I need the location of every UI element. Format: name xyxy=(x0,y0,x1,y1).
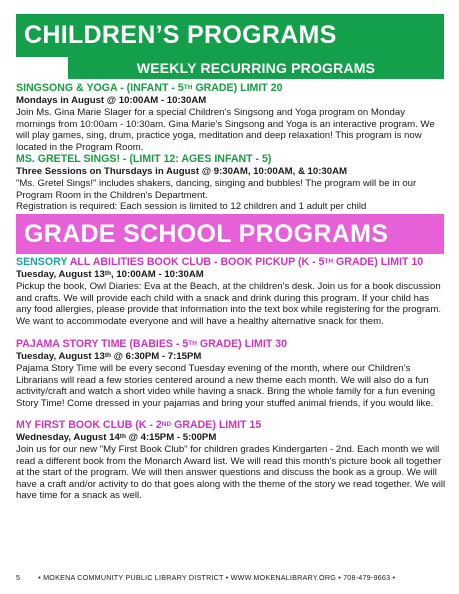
program-schedule: Tuesday, August 13th @ 6:30PM - 7:15PM xyxy=(16,351,202,362)
program-schedule: Mondays in August @ 10:00AM - 10:30AM xyxy=(16,95,207,106)
program-pajama-story-time xyxy=(16,338,446,409)
childrens-programs-banner: CHILDREN’S PROGRAMS xyxy=(16,14,444,57)
program-schedule: Three Sessions on Thursdays in August @ 9:30AM, 10:00AM, & 10:30AM xyxy=(16,166,348,177)
program-my-first-book-club xyxy=(16,419,446,502)
program-description: Join Ms. Gina Marie Slager for a special Children's Singsong and Yoga program on Monday mornings from 10:00am - 10:30am. Gina Marie's Singsong and Yoga is an interactive program. We will play games, sing, drum, practice yoga, meditation and deep relaxation! This program is now located in the Program Room. xyxy=(16,107,435,153)
program-title: MS. GRETEL SINGS! - (LIMIT 12: AGES INFANT - 5) xyxy=(16,153,272,165)
page-number: 5 xyxy=(16,573,21,582)
program-singsong-yoga xyxy=(16,82,446,153)
program-sensory-book-club xyxy=(16,256,446,327)
grade-school-programs-banner: GRADE SCHOOL PROGRAMS xyxy=(16,214,444,254)
program-description: "Ms. Gretel Sings!" includes shakers, dancing, singing and bubbles! The program will be in our Program Room in the Children's Department. xyxy=(16,178,417,201)
program-description: Pickup the book, Owl Diaries: Eva at the Beach, at the children's desk. Join us for a book discussion and crafts. We will provide each child with a snack and drink during this program. If your child has any food allergies, please provide that information into the text box while registering for the program. We want to accommodate everyone and will have a healthy alternative snack for them. xyxy=(16,281,442,327)
footer-text: • MOKENA COMMUNITY PUBLIC LIBRARY DISTRICT • WWW.MOKENALIBRARY.ORG • 708-479-9663 • xyxy=(38,573,396,582)
program-schedule: Wednesday, August 14th @ 4:15PM - 5:00PM xyxy=(16,432,217,443)
program-title: SENSORY ALL ABILITIES BOOK CLUB - BOOK PICKUP (K - 5TH GRADE) LIMIT 10 xyxy=(16,256,424,268)
program-title: PAJAMA STORY TIME (BABIES - 5TH GRADE) LIMIT 30 xyxy=(16,338,288,350)
program-title: SINGSONG & YOGA - (INFANT - 5TH GRADE) LIMIT 20 xyxy=(16,82,283,94)
program-description: Pajama Story Time will be every second Tuesday evening of the month, where our Children’s Librarians will read a few stories centered around a new theme each month. We will also do a fun activity/craft and watch a short video while having a snack. Bring the whole family for a fun evening Story Time! Come dressed in your pajamas and bring your stuffed animal friends, if you would like. xyxy=(16,363,436,409)
weekly-recurring-banner: WEEKLY RECURRING PROGRAMS xyxy=(68,57,444,79)
program-schedule: Tuesday, August 13th, 10:00AM - 10:30AM xyxy=(16,269,204,280)
program-ms-gretel-sings xyxy=(16,153,446,213)
program-description: Join us for our new "My First Book Club" for children grades Kindergarten - 2nd. Each month we will read a different book from the Monarch Award list. We will read this month's picture book all together at the start of the program. We will then answer questions and discuss the book as a group. We will have a craft and/or activity to do that goes along with the theme of the story we read together. We will have time for a snack as well. xyxy=(16,444,446,501)
program-registration-note: Registration is required: Each session is limited to 12 children and 1 adult per child xyxy=(16,201,367,212)
page-footer xyxy=(16,573,446,582)
program-title: MY FIRST BOOK CLUB (K - 2ND GRADE) LIMIT 15 xyxy=(16,419,262,431)
